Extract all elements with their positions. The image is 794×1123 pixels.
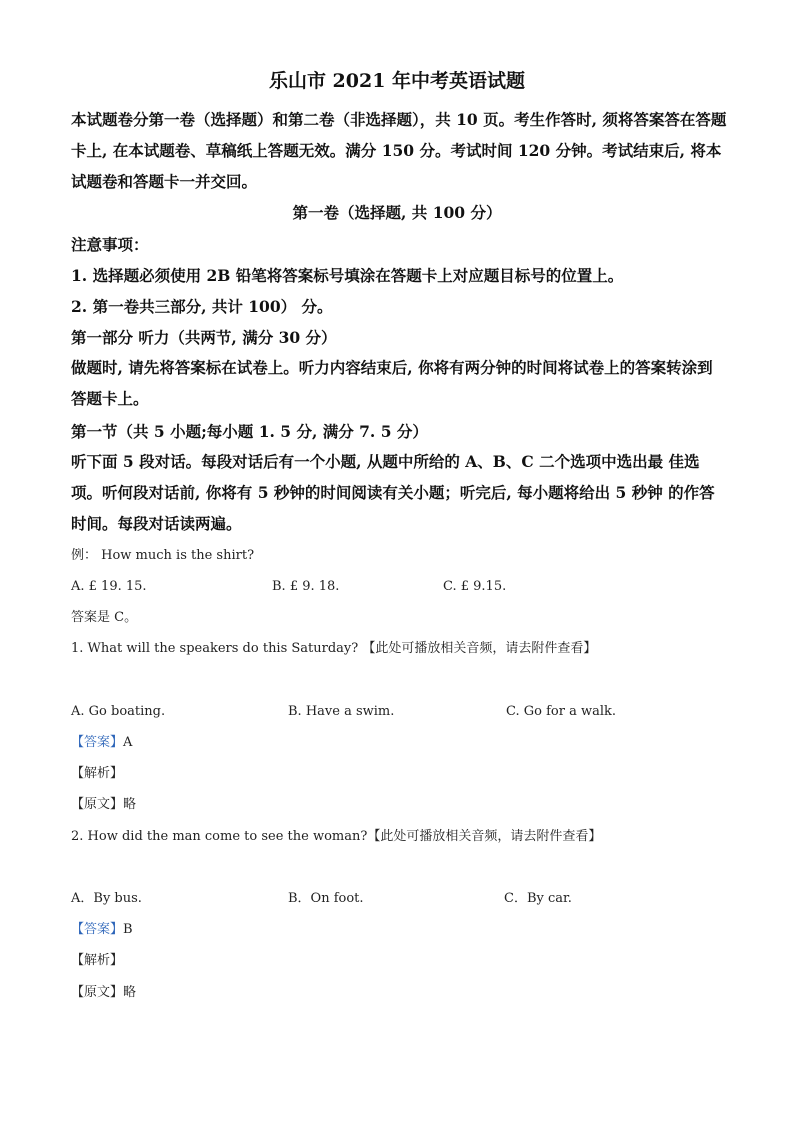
answer-tag: 【答案】 (71, 735, 124, 750)
analysis-tag: 【解析】 (71, 766, 124, 781)
original-value: 略 (123, 797, 137, 812)
page-title: 乐山市 2021 年中考英语试题 (268, 70, 526, 92)
example-answer: 答案是 C。 (71, 610, 138, 625)
notes-heading: 注意事项： (71, 235, 149, 254)
question-1-original (71, 796, 727, 814)
answer-tag: 【答案】 (71, 922, 124, 937)
example-option-b: B. £ 9. 18. (272, 579, 340, 594)
original-tag: 【原文】 (71, 985, 124, 1000)
answer-value: A (123, 735, 133, 750)
original-value: 略 (123, 985, 137, 1000)
listening-instructions: 做题时, 请先将答案标在试卷上。听力内容结束后, 你将有两分钟的时间将试卷上的答案转涂到答题卡上。 (71, 358, 713, 408)
intro-paragraph: 本试题卷分第一卷（选择题）和第二卷（非选择题），共 10 页。考生作答时, 须将答案答在答题卡上, 在本试题卷、草稿纸上答题无效。满分 150 分。考试时间 120 分钟。考试结束后, 将本试题卷和答题卡一并交回。 (71, 110, 727, 191)
notes-item-2: 2. 第一卷共三部分, 共计 100） 分。 (71, 297, 333, 316)
analysis-tag: 【解析】 (71, 953, 124, 968)
question-2-option-b: B．On foot. (288, 891, 364, 906)
question-1-option-a: A. Go boating. (71, 704, 166, 719)
notes-item-1: 1. 选择题必须使用 2B 铅笔将答案标号填涂在答题卡上对应题目标号的位置上。 (71, 266, 624, 285)
question-1-option-c: C. Go for a walk. (506, 704, 617, 719)
question-2-stem: 2. How did the man come to see the woman?【此处可播放相关音频，请去附件查看】 (71, 829, 602, 844)
question-2-option-a: A．By bus. (71, 891, 142, 906)
question-2-option-c: C．By car. (504, 891, 572, 906)
example-question: 例： How much is the shirt? (71, 548, 255, 563)
question-2-original (71, 984, 727, 1002)
example-option-c: C. £ 9.15. (443, 579, 507, 594)
question-2-answer (71, 921, 727, 939)
section1-instructions: 听下面 5 段对话。每段对话后有一个小题, 从题中所给的 A、B、C 二个选项中选出最 佳选项。听何段对话前, 你将有 5 秒钟的时间阅读有关小题；听完后, 每小题将给出 5 秒钟 的作答时间。每段对话读两遍。 (71, 452, 715, 533)
question-1-analysis (71, 765, 727, 783)
question-2-analysis (71, 952, 727, 970)
example-option-a: A. £ 19. 15. (71, 579, 147, 594)
question-1-option-b: B. Have a swim. (288, 704, 395, 719)
part1-heading: 第一卷（选择题, 共 100 分） (292, 203, 502, 222)
question-1-answer (71, 734, 727, 752)
answer-value: B (123, 922, 133, 937)
original-tag: 【原文】 (71, 797, 124, 812)
listening-heading: 第一部分 听力（共两节, 满分 30 分） (71, 328, 337, 347)
question-1-stem: 1. What will the speakers do this Saturday? 【此处可播放相关音频，请去附件查看】 (71, 641, 597, 656)
section1-heading: 第一节（共 5 小题;每小题 1. 5 分, 满分 7. 5 分） (71, 422, 428, 441)
